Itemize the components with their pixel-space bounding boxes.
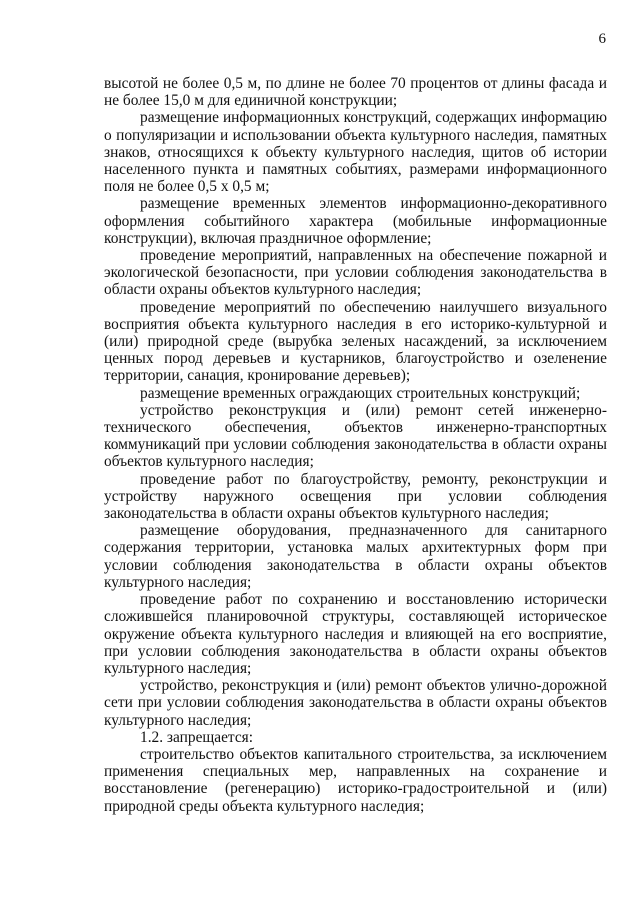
- paragraph-fire-ecology-safety: проведение мероприятий, направленных на обеспечение пожарной и экологической безопасности, при условии соблюдения законодательства в области охраны объектов культурного наследия;: [104, 247, 607, 299]
- paragraph-outdoor-lighting: проведение работ по благоустройству, ремонту, реконструкции и устройству наружного освещения при условии соблюдения законодательства в области охраны объектов культурного наследия;: [104, 470, 607, 523]
- paragraph-information-structures: размещение информационных конструкций, содержащих информацию о популяризации и использовании объекта культурного наследия, памятных знаков, относящихся к объекту культурного наследия, щитов об истории населенного пункта и памятных событиях, размерами информационного поля не более 0,5 х 0,5 м;: [104, 109, 607, 196]
- page-number: 6: [598, 31, 606, 47]
- paragraph-sanitary-equipment: размещение оборудования, предназначенного для санитарного содержания территории, установка малых архитектурных форм при условии соблюдения законодательства в области охраны объектов культурного наследия;: [104, 522, 607, 591]
- paragraph-engineering-networks: устройство реконструкция и (или) ремонт сетей инженерно-технического обеспечения, объектов инженерно-транспортных коммуникаций при условии соблюдения законодательства в области охраны объектов культурного наследия;: [104, 401, 607, 471]
- paragraph-planning-structure: проведение работ по сохранению и восстановлению исторически сложившейся планировочной структуры, составляющей историческое окружение объекта культурного наследия и влияющей на его восприятие, при условии соблюдения законодательства в области охраны объектов культурного наследия;: [104, 591, 607, 677]
- paragraph-capital-construction: строительство объектов капитального строительства, за исключением применения специальных мер, направленных на сохранение и восстановление (регенерацию) историко-градостроительной и (или) природной среды объекта культурного наследия;: [104, 745, 607, 815]
- paragraph-temporary-fences: размещение временных ограждающих строительных конструкций;: [140, 384, 581, 402]
- section-heading-prohibited: 1.2. запрещается:: [140, 728, 254, 746]
- paragraph-height-limit: высотой не более 0,5 м, по длине не более 70 процентов от длины фасада и не более 15,0 м для единичной конструкции;: [104, 75, 607, 110]
- paragraph-road-network: устройство, реконструкция и (или) ремонт объектов улично-дорожной сети при условии соблюдения законодательства в области охраны объектов культурного наследия;: [104, 677, 607, 729]
- document-body: [104, 75, 607, 815]
- paragraph-temporary-decorations: размещение временных элементов информационно-декоративного оформления событийного характера (мобильные информационные конструкции), включая праздничное оформление;: [104, 195, 607, 247]
- paragraph-visual-perception: проведение мероприятий по обеспечению наилучшего визуального восприятия объекта культурного наследия в его историко-культурной и (или) природной среде (вырубка зеленых насаждений, за исключением ценных пород деревьев и кустарников, благоустройство и озеленение территории, санация, кронирование деревьев);: [104, 298, 607, 385]
